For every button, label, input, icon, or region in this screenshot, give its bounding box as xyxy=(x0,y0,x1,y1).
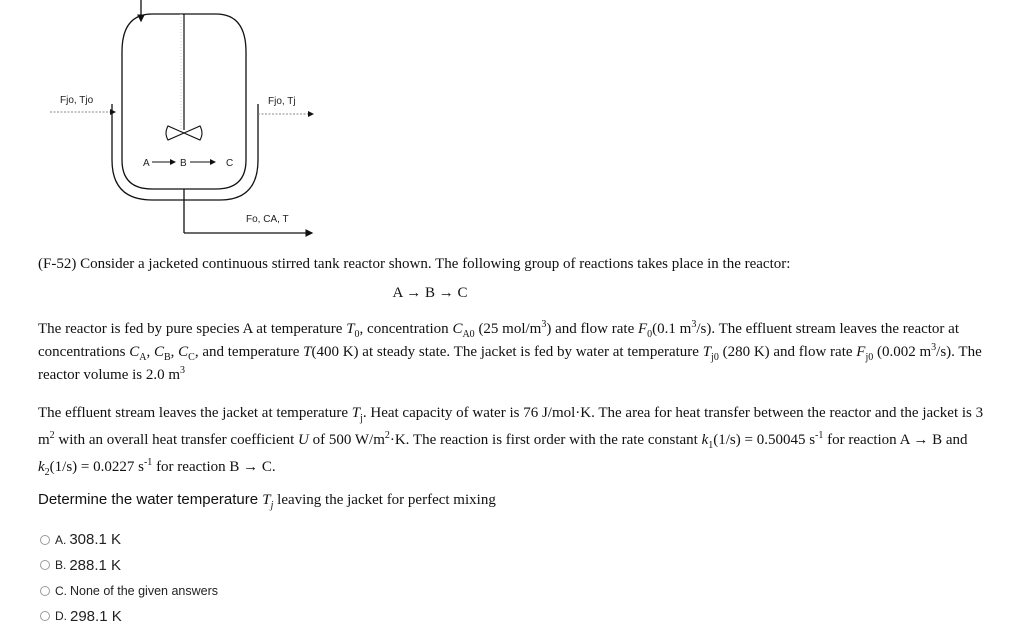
option-letter: B. xyxy=(55,558,67,573)
radio-icon[interactable] xyxy=(40,535,50,545)
option-letter: A. xyxy=(55,532,67,547)
radio-icon[interactable] xyxy=(40,560,50,570)
jacket-inlet-label: Fjo, Tjo xyxy=(60,95,94,106)
option-text: None of the given answers xyxy=(70,583,219,598)
problem-intro: (F-52) Consider a jacketed continuous stirred tank reactor shown. The following group of reactions takes place in the reactor: xyxy=(38,256,791,272)
reaction-b: B xyxy=(180,158,187,169)
option-c[interactable] xyxy=(40,578,218,604)
reaction-c: C xyxy=(226,158,234,169)
cstr-diagram xyxy=(0,0,400,245)
option-d[interactable] xyxy=(40,604,218,630)
answer-options xyxy=(40,527,218,629)
question-text: Determine the water temperature $T_j$ leaving the jacket for perfect mixing xyxy=(38,491,496,511)
reactor-outlet-label: Fo, CA, T xyxy=(246,214,289,225)
problem-paragraph-1: The reactor is fed by pure species A at temperature $T_0$, concentration $C_{A0}$ (25 mol/$m^3$) and flow rate $F_0(0.1$ $m^3/s$). The effluent stream leaves the reactor at concentrations $C_A$, $C_B$, $C_C$, and temperature T(400 K) at steady state. The jacket is fed by water at temperature $T_{j0}$ (280 K) and flow rate $F_{j0}$ (0.002 $m^3/s$). The reactor volume is 2.0 $m^3$ xyxy=(38,319,982,383)
radio-icon[interactable] xyxy=(40,611,50,621)
option-text: 308.1 K xyxy=(69,531,122,549)
option-letter: C. xyxy=(55,583,67,598)
option-a[interactable] xyxy=(40,527,218,553)
option-letter: D. xyxy=(55,609,67,624)
radio-icon[interactable] xyxy=(40,586,50,596)
reaction-equation: A → B → C xyxy=(392,285,468,301)
option-text: 288.1 K xyxy=(69,556,122,574)
option-text: 298.1 K xyxy=(70,607,122,625)
option-b[interactable] xyxy=(40,553,218,579)
problem-paragraph-2: The effluent stream leaves the jacket at temperature $T_j$. Heat capacity of water is 76 J/mol·K. The area for heat transfer between the reactor and the jacket is 3 $m^2$ with an overall heat transfer coefficient U of 500 $W/m^2\cdot K$. The reaction is first order with the rate constant $k_1(1/s) = 0.50045$ $s^{-1}$ for reaction A → B and $k_2(1/s) = 0.0227$ $s^{-1}$ for reaction B → C. xyxy=(38,405,984,478)
reaction-a: A xyxy=(143,158,150,169)
jacket-outlet-label: Fjo, Tj xyxy=(268,96,296,107)
